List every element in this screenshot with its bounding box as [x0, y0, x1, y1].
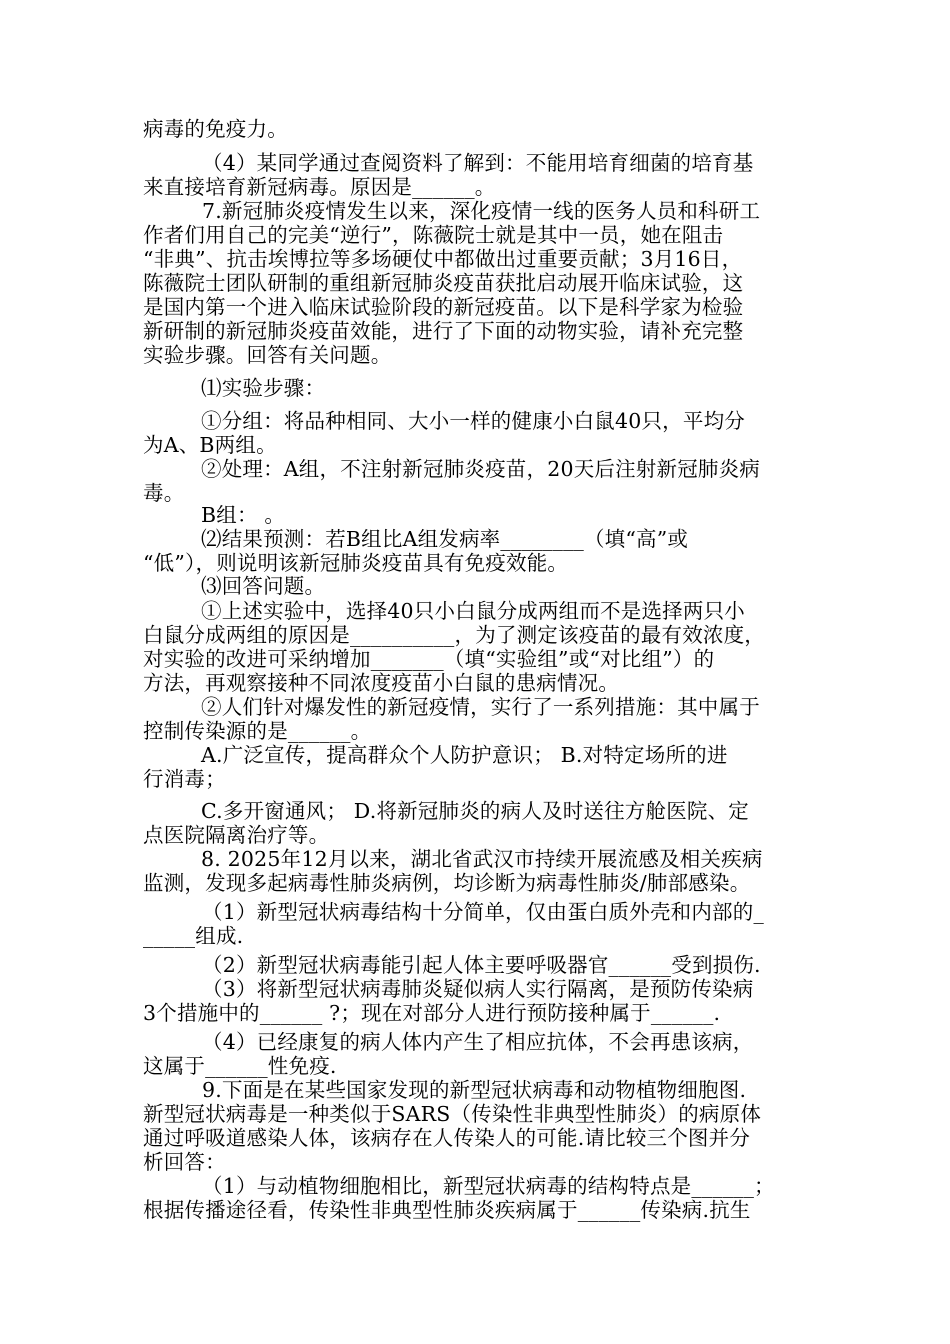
text-line: _____组成. [143, 924, 244, 948]
text-line: “非典”、抗击埃博拉等多场硬仗中都做出过重要贡献；3月16日， [143, 247, 743, 271]
text-line: 方法，再观察接种不同浓度疫苗小白鼠的患病情况。 [143, 671, 620, 695]
text-line: ①上述实验中，选择40只小白鼠分成两组而不是选择两只小 [201, 599, 745, 623]
text-line: 白鼠分成两组的原因是__________，为了测定该疫苗的最有效浓度， [143, 623, 765, 647]
text-line: 是国内第一个进入临床试验阶段的新冠疫苗。以下是科学家为检验 [143, 295, 744, 319]
text-line: 这属于______性免疫. [143, 1054, 337, 1078]
text-line: 对实验的改进可采纳增加_______（填“实验组”或“对比组”）的 [143, 647, 715, 671]
text-line: 来直接培育新冠病毒。原因是______。 [143, 175, 496, 199]
text-line: ⑶回答问题。 [201, 574, 326, 598]
text-line: 陈薇院士团队研制的重组新冠肺炎疫苗获批启动展开临床试验，这 [143, 271, 744, 295]
text-line: 通过呼吸道感染人体，该病存在人传染人的可能.请比较三个图并分 [143, 1126, 751, 1150]
text-line: 3个措施中的______ ?；现在对部分人进行预防接种属于______. [143, 1001, 721, 1025]
text-line: 作者们用自己的完美“逆行”，陈薇院士就是其中一员，她在阻击 [143, 223, 724, 247]
text-line: 新型冠状病毒是一种类似于SARS（传染性非典型性肺炎）的病原体 [143, 1102, 762, 1126]
text-line: A.广泛宣传，提高群众个人防护意识； B.对特定场所的进 [201, 743, 728, 767]
text-line: 9.下面是在某些国家发现的新型冠状病毒和动物植物细胞图. [202, 1078, 747, 1102]
text-line: “低”），则说明该新冠肺炎疫苗具有免疫效能。 [143, 551, 569, 575]
text-line: 行消毒； [143, 767, 226, 791]
text-line: （1）与动植物细胞相比，新型冠状病毒的结构特点是______； [202, 1174, 775, 1198]
text-line: 点医院隔离治疗等。 [143, 823, 330, 847]
text-line: ②处理：A组，不注射新冠肺炎疫苗，20天后注射新冠肺炎病 [201, 457, 760, 481]
text-line: 控制传染源的是______。 [143, 719, 372, 743]
text-line: 7.新冠肺炎疫情发生以来，深化疫情一线的医务人员和科研工 [202, 199, 761, 223]
text-line: （1）新型冠状病毒结构十分简单，仅由蛋白质外壳和内部的_ [202, 900, 764, 924]
text-line: B组： 。 [201, 503, 286, 527]
text-line: 监测，发现多起病毒性肺炎病例，均诊断为病毒性肺炎/肺部感染。 [143, 871, 751, 895]
text-line: （3）将新型冠状病毒肺炎疑似病人实行隔离，是预防传染病 [202, 977, 754, 1001]
text-line: （2）新型冠状病毒能引起人体主要呼吸器官______受到损伤. [202, 953, 761, 977]
text-line: ⑴实验步骤： [201, 376, 326, 400]
text-line: ①分组：将品种相同、大小一样的健康小白鼠40只，平均分 [201, 409, 745, 433]
text-line: 毒。 [143, 481, 185, 505]
text-line: （4）已经康复的病人体内产生了相应抗体，不会再患该病， [202, 1030, 754, 1054]
text-line: 8. 2025年12月以来，湖北省武汉市持续开展流感及相关疾病 [201, 847, 763, 871]
text-line: ②人们针对爆发性的新冠疫情，实行了一系列措施：其中属于 [201, 695, 760, 719]
text-line: （4）某同学通过查阅资料了解到：不能用培育细菌的培育基 [202, 151, 754, 175]
text-line: 新研制的新冠肺炎疫苗效能，进行了下面的动物实验，请补充完整 [143, 319, 744, 343]
text-line: C.多开窗通风； D.将新冠肺炎的病人及时送往方舱医院、定 [201, 799, 750, 823]
text-line: ⑵结果预测：若B组比A组发病率________（填“高”或 [201, 527, 689, 551]
text-line: 病毒的免疫力。 [143, 117, 288, 141]
text-line: 为A、B两组。 [143, 433, 277, 457]
text-line: 实验步骤。回答有关问题。 [143, 343, 392, 367]
text-line: 析回答： [143, 1150, 226, 1174]
text-line: 根据传播途径看，传染性非典型性肺炎疾病属于______传染病.抗生 [143, 1198, 751, 1222]
